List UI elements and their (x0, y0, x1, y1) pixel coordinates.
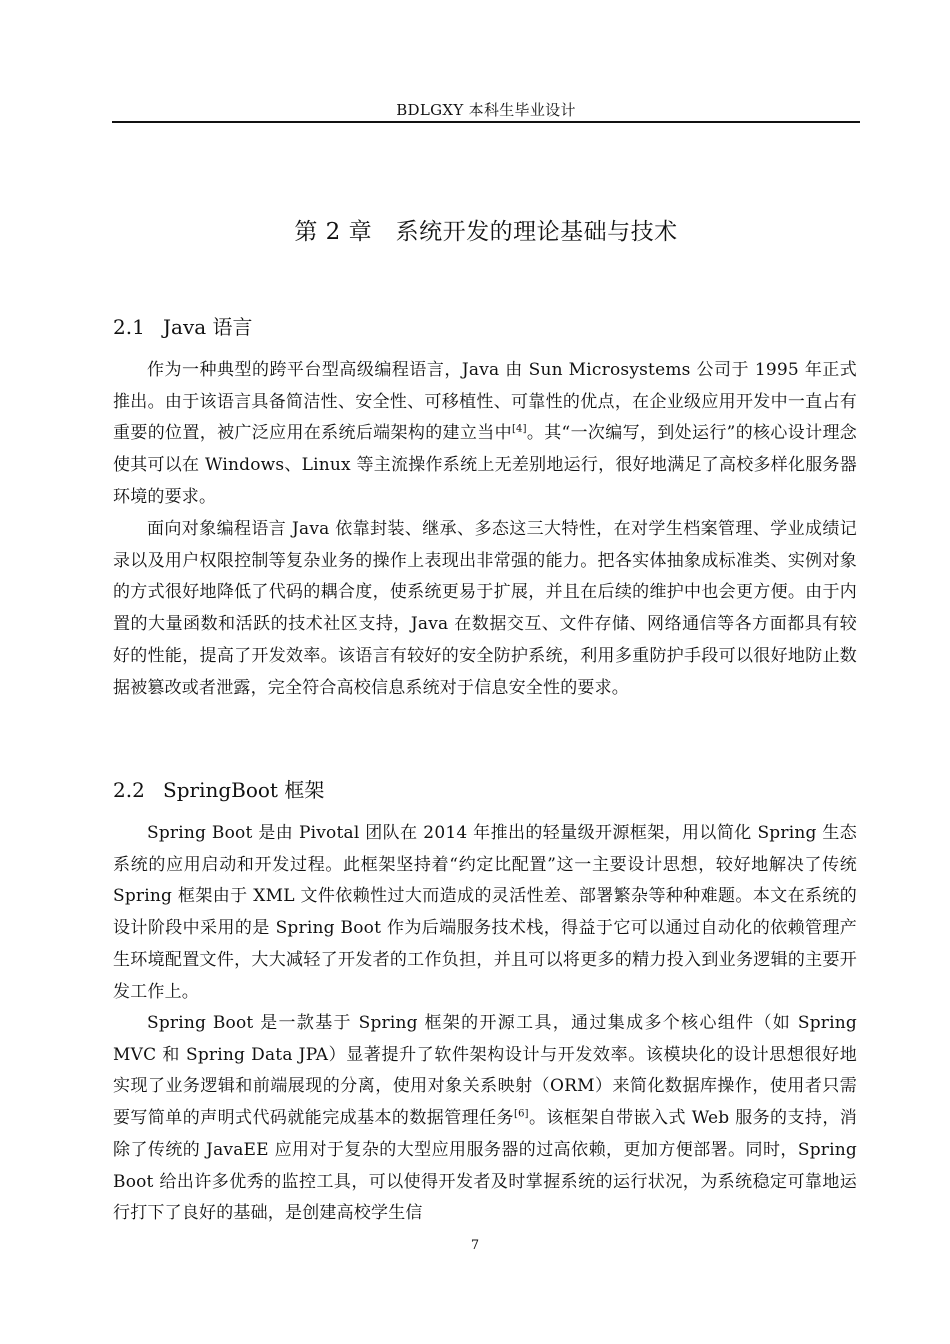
paragraph-springboot-intro: Spring Boot 是由 Pivotal 团队在 2014 年推出的轻量级开源框架，用以简化 Spring 生态系统的应用启动和开发过程。此框架坚持着“约定比配置”这一主要设计思想，较好地解决了传统 Spring 框架由于 XML 文件依赖性过大而造成的灵活性差、部署繁杂等种种难题。本文在系统的设计阶段中采用的是 Spring Boot 作为后端服务技术栈，得益于它可以通过自动化的依赖管理产生环境配置文件，大大减轻了开发者的工作负担，并且可以将更多的精力投入到业务逻辑的主要开发工作上。 (113, 823, 857, 1002)
section-title: Java 语言 (163, 315, 253, 339)
running-header: BDLGXY 本科生毕业设计 (396, 101, 576, 119)
chapter-title: 第 2 章 系统开发的理论基础与技术 (294, 219, 678, 245)
section-number: 2.1 (113, 315, 145, 339)
paragraph-text: 。该框架自带嵌入式 Web 服务的支持，消除了传统的 JavaEE 应用对于复杂的大型应用服务器的过高依赖，更加方便部署。同时，Spring Boot 给出许多优秀的监控工具，可以使得开发者及时掌握系统的运行状况，为系统稳定可靠地运行打下了良好的基础，是创建高校学生信 (113, 1108, 857, 1224)
paragraph-text: 。其“一次编写，到处运行”的核心设计理念使其可以在 Windows、Linux 等主流操作系统上无差别地运行，很好地满足了高校多样化服务器环境的要求。 (113, 423, 857, 507)
section-heading-2-1 (113, 313, 253, 341)
section-title: SpringBoot 框架 (163, 778, 325, 802)
paragraph-java-oop: 面向对象编程语言 Java 依靠封装、继承、多态这三大特性，在对学生档案管理、学业成绩记录以及用户权限控制等复杂业务的操作上表现出非常强的能力。把各实体抽象成标准类、实例对象的方式很好地降低了代码的耦合度，使系统更易于扩展，并且在后续的维护中也会更方便。由于内置的大量函数和活跃的技术社区支持，Java 在数据交互、文件存储、网络通信等各方面都具有较好的性能，提高了开发效率。该语言有较好的安全防护系统，利用多重防护手段可以很好地防止数据被篡改或者泄露，完全符合高校信息系统对于信息安全性的要求。 (113, 519, 857, 698)
section-number: 2.2 (113, 778, 145, 802)
citation-ref: [6] (513, 1108, 529, 1120)
header-rule (112, 121, 860, 123)
page-number: 7 (470, 1238, 480, 1253)
paragraph-text: 作为一种典型的跨平台型高级编程语言，Java 由 Sun Microsystems 公司于 1995 年正式推出。由于该语言具备简洁性、安全性、可移植性、可靠性的优点，在企业级应用开发中一直占有重要的位置，被广泛应用在系统后端架构的建立当中 (113, 360, 857, 444)
paragraph-springboot-features (113, 1008, 857, 1230)
paragraph-text: Spring Boot 是一款基于 Spring 框架的开源工具，通过集成多个核心组件（如 Spring MVC 和 Spring Data JPA）显著提升了软件架构设计与开发效率。该模块化的设计思想很好地实现了业务逻辑和前端展现的分离，使用对象关系映射（ORM）来简化数据库操作，使用者只需要写简单的声明式代码就能完成基本的数据管理任务 (113, 1013, 857, 1129)
section-heading-2-2 (113, 776, 324, 804)
citation-ref: [4] (511, 423, 527, 435)
paragraph-java-intro (113, 355, 857, 514)
